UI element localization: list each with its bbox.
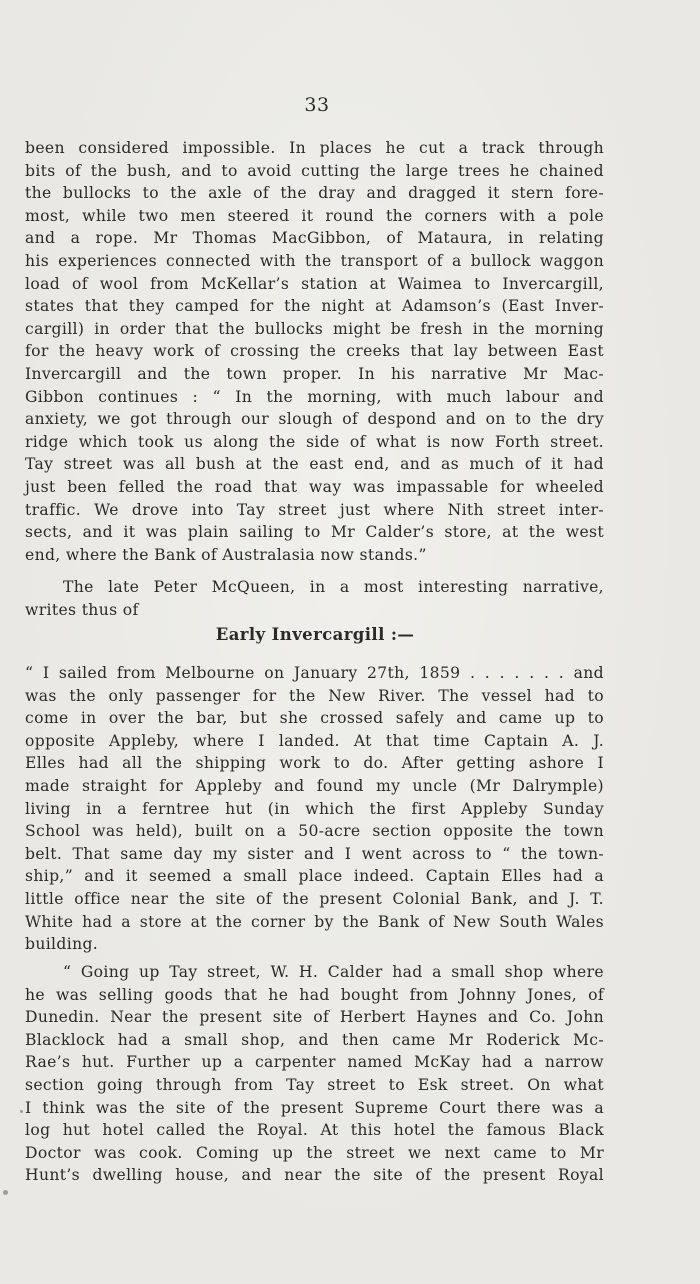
text-line: Elles had all the shipping work to do. After getting ashore I <box>25 754 604 773</box>
text-line: log hut hotel called the Royal. At this hotel the famous Black <box>25 1121 604 1140</box>
text-line: “ I sailed from Melbourne on January 27th, 1859 . . . . . . . and <box>25 664 604 682</box>
text-line: most, while two men steered it round the corners with a pole <box>25 206 604 225</box>
text-line: bits of the bush, and to avoid cutting the large trees he chained <box>25 161 604 180</box>
text-line: Gibbon continues : “ In the morning, with much labour and <box>25 387 604 406</box>
text-line: School was held), built on a 50-acre section opposite the town <box>25 822 604 841</box>
ink-speck <box>3 1190 8 1195</box>
text-line: opposite Appleby, where I landed. At that time Captain A. J. <box>25 731 604 750</box>
text-line: traffic. We drove into Tay street just where Nith street inter- <box>25 500 604 519</box>
text-line: little office near the site of the present Colonial Bank, and J. T. <box>25 889 604 908</box>
text-line: cargill) in order that the bullocks might be fresh in the morning <box>25 319 604 338</box>
text-line: I think was the site of the present Supreme Court there was a <box>25 1098 604 1117</box>
text-line: building. <box>25 935 99 954</box>
text-line: ridge which took us along the side of what is now Forth street. <box>25 432 604 451</box>
text-line: and a rope. Mr Thomas MacGibbon, of Mataura, in relating <box>25 229 604 248</box>
text-line: White had a store at the corner by the Bank of New South Wales <box>25 912 604 931</box>
text-line: “ Going up Tay street, W. H. Calder had a small shop where <box>63 963 604 981</box>
paragraph-3 <box>25 662 604 956</box>
section-heading: Early Invercargill :— <box>215 625 415 644</box>
text-line: been considered impossible. In places he cut a track through <box>25 139 604 157</box>
text-line: anxiety, we got through our slough of despond and on to the dry <box>25 410 604 429</box>
text-line: states that they camped for the night at Adamson’s (East Inver- <box>25 297 604 316</box>
text-line: Blacklock had a small shop, and then came Mr Roderick Mc- <box>25 1030 604 1049</box>
text-line: Rae’s hut. Further up a carpenter named McKay had a narrow <box>25 1053 604 1072</box>
text-line: Tay street was all bush at the east end, and as much of it had <box>25 455 604 474</box>
paragraph-1 <box>25 137 604 566</box>
text-line: end, where the Bank of Australasia now stands.” <box>25 545 427 564</box>
text-line: the bullocks to the axle of the dray and dragged it stern fore- <box>25 184 604 203</box>
text-line: made straight for Appleby and found my uncle (Mr Dalrymple) <box>25 776 604 795</box>
text-line: he was selling goods that he had bought from Johnny Jones, of <box>25 985 604 1004</box>
text-line: sects, and it was plain sailing to Mr Calder’s store, at the west <box>25 523 604 542</box>
text-line: Doctor was cook. Coming up the street we next came to Mr <box>25 1143 604 1162</box>
text-line: The late Peter McQueen, in a most interesting narrative, <box>63 578 604 596</box>
paragraph-4 <box>25 961 604 1187</box>
page-number: 33 <box>304 94 330 116</box>
ink-speck <box>20 1110 23 1113</box>
text-line: living in a ferntree hut (in which the first Appleby Sunday <box>25 799 604 818</box>
paragraph-2 <box>25 576 604 621</box>
text-line: just been felled the road that way was impassable for wheeled <box>25 477 604 496</box>
text-line: load of wool from McKellar’s station at Waimea to Invercargill, <box>25 274 604 293</box>
text-line: ship,” and it seemed a small place indeed. Captain Elles had a <box>25 867 604 886</box>
text-line: section going through from Tay street to Esk street. On what <box>25 1075 604 1094</box>
text-line: come in over the bar, but she crossed safely and came up to <box>25 709 604 728</box>
text-line: was the only passenger for the New River. The vessel had to <box>25 686 604 705</box>
text-line: Hunt’s dwelling house, and near the site of the present Royal <box>25 1166 604 1185</box>
text-line: his experiences connected with the transport of a bullock waggon <box>25 251 604 270</box>
text-line: for the heavy work of crossing the creeks that lay between East <box>25 342 604 361</box>
text-line: writes thus of <box>25 600 139 619</box>
text-line: Dunedin. Near the present site of Herbert Haynes and Co. John <box>25 1008 604 1027</box>
text-line: Invercargill and the town proper. In his narrative Mr Mac- <box>25 364 604 383</box>
text-line: belt. That same day my sister and I went across to “ the town- <box>25 844 604 863</box>
